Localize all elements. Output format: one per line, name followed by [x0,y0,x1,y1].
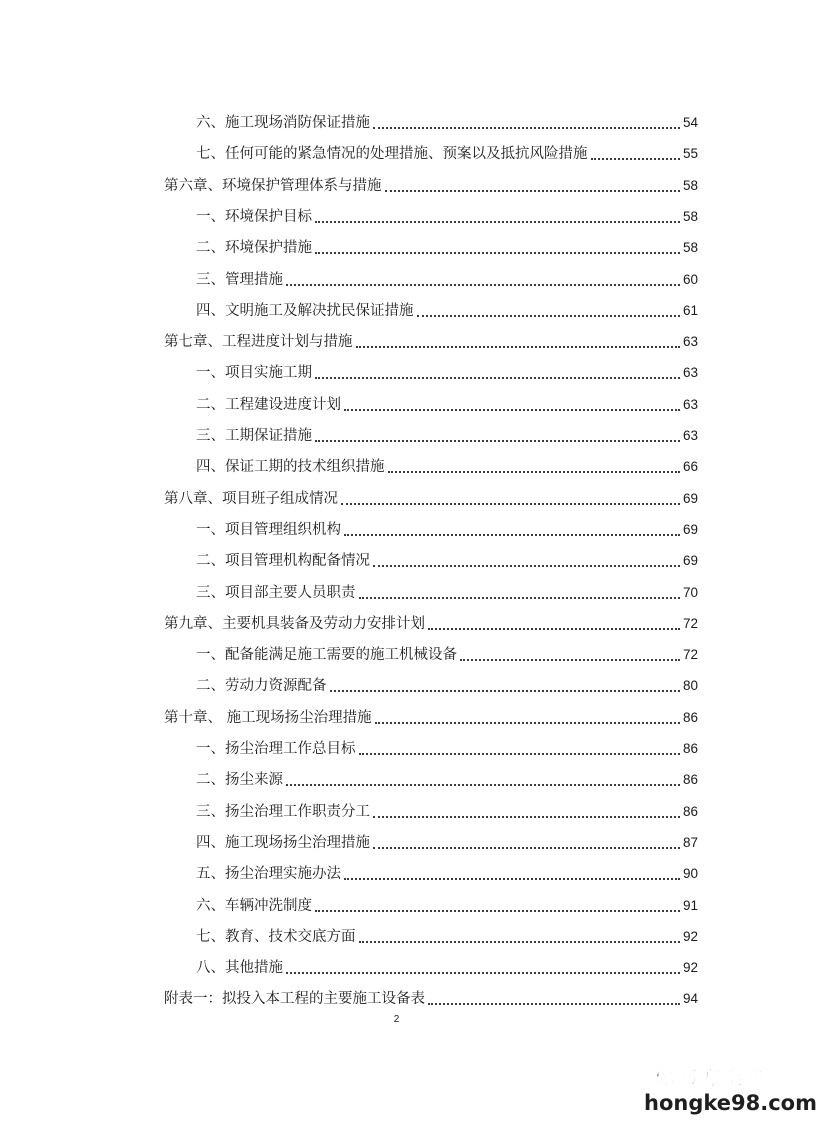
toc-entry-title: 二、工程建设进度计划 [196,396,341,413]
toc-dot-leader [373,565,680,567]
toc-dot-leader [375,722,680,724]
toc-entry-title: 二、劳动力资源配备 [196,678,327,695]
toc-section-entry[interactable] [196,862,698,884]
toc-section-entry[interactable] [196,674,698,696]
toc-entry-title: 四、保证工期的技术组织措施 [196,459,385,476]
toc-entry-page: 66 [682,459,698,475]
toc-section-entry[interactable] [196,361,698,383]
toc-section-entry[interactable] [196,268,698,290]
toc-entry-page: 60 [682,271,698,287]
toc-entry-page: 69 [682,553,698,569]
toc-entry-page: 80 [682,678,698,694]
toc-dot-leader [359,597,680,599]
toc-entry-page: 63 [682,428,698,443]
toc-dot-leader [344,409,680,411]
toc-entry-title: 一、项目管理组织机构 [196,521,341,538]
toc-entry-title: 二、扬尘来源 [196,772,283,789]
toc-dot-leader [388,471,680,473]
toc-entry-title: 三、管理措施 [196,271,283,288]
toc-dot-leader [315,221,680,223]
toc-entry-title: 一、项目实施工期 [196,365,312,382]
toc-dot-leader [341,503,680,505]
toc-section-entry[interactable] [196,643,698,665]
toc-dot-leader [359,941,680,943]
toc-entry-page: 86 [682,803,698,819]
toc-dot-leader [344,878,680,880]
toc-entry-title: 附表一：拟投入本工程的主要施工设备表 [164,991,425,1008]
toc-section-entry[interactable] [196,111,698,133]
toc-section-entry[interactable] [196,424,698,446]
toc-entry-title: 二、项目管理机构配备情况 [196,553,370,570]
toc-entry-page: 86 [682,709,698,725]
toc-entry-title: 第八章、项目班子组成情况 [164,490,338,507]
toc-dot-leader [359,753,680,755]
toc-entry-title: 一、扬尘治理工作总目标 [196,741,356,757]
watermark-domain: hongke98.com [644,1091,817,1115]
toc-section-entry[interactable] [196,549,698,571]
toc-entry-page: 69 [682,490,698,506]
toc-section-entry[interactable] [196,894,698,916]
toc-entry-title: 二、环境保护措施 [196,240,312,257]
toc-dot-leader [373,127,680,129]
toc-entry-page: 54 [682,115,698,130]
toc-entry-page: 72 [682,647,698,663]
toc-entry-title: 四、施工现场扬尘治理措施 [196,834,370,851]
toc-entry-page: 63 [682,365,698,381]
toc-section-entry[interactable] [196,581,698,603]
toc-entry-page: 61 [682,302,698,318]
watermark-logo [644,1064,817,1116]
toc-entry-title: 第十章、 施工现场扬尘治理措施 [164,709,372,726]
toc-entry-page: 90 [682,866,698,882]
toc-dot-leader [428,1003,680,1005]
toc-entry-page: 63 [682,334,698,350]
toc-dot-leader [330,690,680,692]
toc-entry-title: 六、车辆冲洗制度 [196,897,312,914]
toc-entry-page: 94 [682,991,698,1007]
toc-section-entry[interactable] [196,518,698,540]
toc-entry-page: 92 [682,960,698,976]
toc-entry-page: 91 [682,897,698,913]
toc-dot-leader [373,847,680,849]
toc-section-entry[interactable] [196,800,698,822]
toc-section-entry[interactable] [196,393,698,415]
toc-chapter-entry[interactable] [164,174,698,196]
toc-chapter-entry[interactable] [164,612,698,634]
toc-dot-leader [315,910,680,912]
toc-dot-leader [356,346,680,348]
toc-section-entry[interactable] [196,236,698,258]
toc-entry-title: 第六章、环境保护管理体系与措施 [164,177,382,194]
toc-dot-leader [385,190,680,192]
toc-entry-page: 70 [682,584,698,600]
toc-dot-leader [286,284,680,286]
toc-entry-title: 八、其他措施 [196,960,283,977]
toc-entry-title: 三、扬尘治理工作职责分工 [196,803,370,820]
toc-section-entry[interactable] [196,768,698,790]
toc-entry-title: 七、任何可能的紧急情况的处理措施、预案以及抵抗风险措施 [196,146,588,163]
toc-entry-title: 三、工期保证措施 [196,428,312,444]
watermark-title: 标书方案网 [654,1065,769,1089]
toc-entry-title: 七、教育、技术交底方面 [196,928,356,945]
toc-dot-leader [428,628,680,630]
toc-entry-title: 第九章、主要机具装备及劳动力安排计划 [164,615,425,632]
toc-entry-title: 一、配备能满足施工需要的施工机械设备 [196,647,457,664]
toc-section-entry[interactable] [196,956,698,978]
toc-section-entry[interactable] [196,831,698,853]
toc-entry-page: 58 [682,177,698,193]
toc-entry-page: 86 [682,772,698,788]
toc-entry-title: 四、文明施工及解决扰民保证措施 [196,302,414,319]
toc-dot-leader [460,659,680,661]
toc-entry-page: 92 [682,928,698,944]
toc-entry-page: 58 [682,208,698,224]
toc-dot-leader [286,972,680,974]
toc-chapter-entry[interactable] [164,706,698,728]
toc-section-entry[interactable] [196,205,698,227]
toc-entry-page: 58 [682,240,698,256]
toc-entry-page: 55 [682,146,698,162]
toc-entry-page: 86 [682,741,698,756]
toc-entry-title: 六、施工现场消防保证措施 [196,115,370,131]
toc-section-entry[interactable] [196,299,698,321]
toc-dot-leader [315,440,680,442]
toc-dot-leader [344,534,680,536]
toc-entry-title: 五、扬尘治理实施办法 [196,866,341,883]
toc-dot-leader [417,315,680,317]
toc-entry-page: 63 [682,396,698,412]
toc-dot-leader [373,816,680,818]
toc-entry-page: 87 [682,834,698,850]
toc-entry-title: 一、环境保护目标 [196,208,312,225]
toc-section-entry[interactable] [196,455,698,477]
toc-section-entry[interactable] [196,925,698,947]
toc-entry-page: 69 [682,521,698,537]
toc-chapter-entry[interactable] [164,987,698,1009]
toc-chapter-entry[interactable] [164,330,698,352]
toc-section-entry[interactable] [196,737,698,759]
toc-entry-page: 72 [682,615,698,631]
toc-entry-title: 第七章、工程进度计划与措施 [164,334,353,351]
toc-chapter-entry[interactable] [164,487,698,509]
toc-entry-title: 三、项目部主要人员职责 [196,584,356,601]
toc-dot-leader [286,784,680,786]
toc-dot-leader [591,158,680,160]
toc-section-entry[interactable] [196,142,698,164]
page-number: 2 [393,1014,400,1025]
toc-dot-leader [315,252,680,254]
toc-dot-leader [315,377,680,379]
